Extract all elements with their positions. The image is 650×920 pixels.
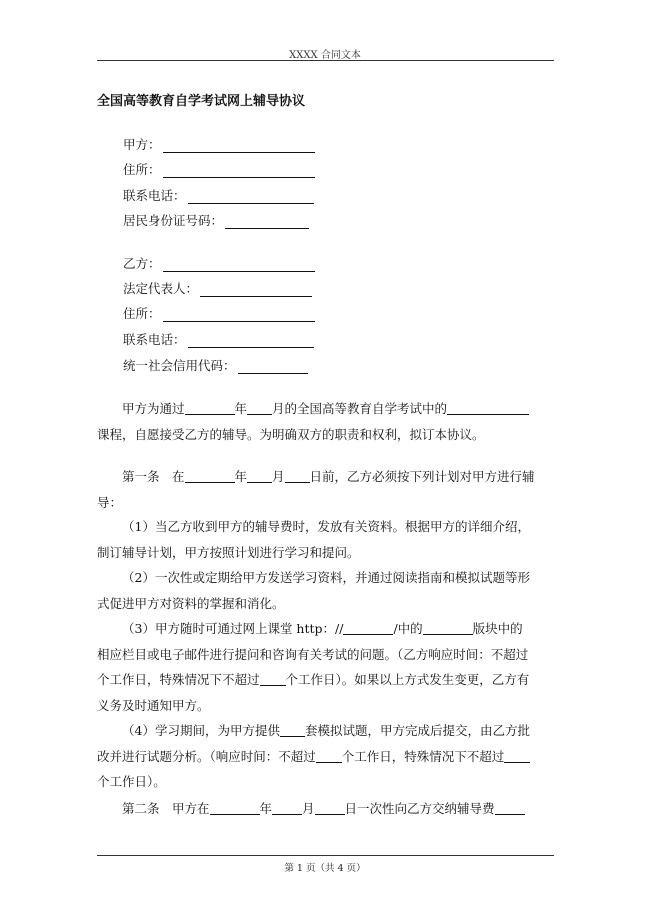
response-days-blank	[316, 748, 342, 763]
item-3-text-3: 版块中的	[472, 621, 523, 636]
article-1	[97, 464, 553, 515]
intro-paragraph	[97, 396, 553, 447]
footer-rule	[97, 855, 554, 856]
payment-year-blank	[210, 800, 260, 815]
special-days-blank	[260, 671, 286, 686]
article-1-text-4: 日前，乙方必须按下列计划对甲方进行辅	[309, 469, 535, 484]
item-1-line-1: （1）当乙方收到甲方的辅导费时，发放有关资料。根据甲方的详细介绍，	[122, 519, 530, 534]
item-3	[97, 616, 553, 718]
header-rule	[97, 60, 554, 61]
url-blank	[343, 620, 393, 635]
item-3-line-4: 义务及时通知甲方。	[97, 697, 210, 713]
item-1	[97, 514, 553, 565]
article-1-text-3: 月	[272, 469, 285, 484]
party-b-credit-field	[123, 354, 308, 374]
mock-test-count-blank	[280, 722, 305, 737]
article-1-month-blank	[247, 468, 272, 483]
party-a-address-blank	[163, 163, 315, 178]
party-b-phone-field	[123, 328, 314, 348]
party-b-rep-blank	[200, 282, 312, 297]
payment-amount-blank	[495, 800, 525, 815]
article-2	[97, 796, 553, 822]
article-1-year-blank	[185, 468, 235, 483]
party-a-id-label: 居民身份证号码：	[123, 213, 224, 228]
payment-day-blank	[315, 800, 345, 815]
item-1-line-2: 制订辅导计划，甲方按照计划进行学习和提问。	[97, 544, 360, 560]
item-3-text-2: /中的	[393, 621, 423, 636]
article-1-text-2: 年	[234, 469, 248, 484]
item-4-line-2: 改并进行试题分析。（响应时间：不超过	[97, 748, 316, 764]
article-1-text-1: 第一条 在	[122, 469, 185, 484]
document-title: 全国高等教育自学考试网上辅导协议	[97, 94, 306, 109]
article-1-line-2: 导：	[97, 494, 123, 510]
party-b-name-field	[123, 252, 315, 272]
party-b-address-field	[123, 302, 315, 322]
intro-text-1: 甲方为通过	[122, 401, 185, 416]
item-3-line-3a: 个工作日，特殊情况下不超过	[97, 672, 260, 687]
item-4	[97, 718, 553, 795]
party-b-address-blank	[163, 307, 315, 322]
item-3-line-2: 相应栏目或电子邮件进行提问和咨询有关考试的问题。（乙方响应时间：不超过	[97, 646, 529, 662]
payment-month-blank	[272, 800, 302, 815]
party-a-address-field	[123, 158, 315, 178]
page-number: 第 1 页（共 4 页）	[284, 863, 366, 874]
header-text: XXXX 合同文本	[289, 50, 361, 61]
party-b-credit-blank	[238, 359, 308, 374]
article-2-text-3: 月	[302, 801, 315, 816]
party-b-rep-label: 法定代表人：	[123, 281, 199, 296]
party-a-phone-blank	[188, 189, 314, 204]
item-4-text-1: （4）学习期间，为甲方提供	[122, 723, 280, 738]
intro-text-2: 年	[234, 401, 248, 416]
party-b-credit-label: 统一社会信用代码：	[123, 358, 236, 373]
item-4-text-2: 套模拟试题，甲方完成后提交，由乙方批	[304, 723, 530, 738]
party-a-id-blank	[225, 214, 309, 229]
exam-year-blank	[185, 400, 235, 415]
intro-line-2: 课程，自愿接受乙方的辅导。为明确双方的职责和权利，拟订本协议。	[97, 426, 485, 442]
special-response-days-blank	[504, 748, 530, 763]
article-1-day-blank	[285, 468, 310, 483]
party-a-phone-field	[123, 184, 314, 204]
article-2-text-1: 第二条 甲方在	[122, 801, 210, 816]
section-blank	[423, 620, 473, 635]
party-a-address-label: 住所：	[123, 162, 161, 177]
party-b-name-label: 乙方：	[123, 256, 161, 271]
party-b-rep-field	[123, 277, 312, 297]
party-a-name-field	[123, 133, 315, 153]
party-a-name-label: 甲方：	[123, 137, 161, 152]
article-2-text-4: 日一次性向乙方交纳辅导费	[344, 801, 495, 816]
party-a-id-field	[123, 209, 309, 229]
course-blank	[447, 400, 529, 415]
item-3-text-1: （3）甲方随时可通过网上课堂 http：//	[122, 621, 344, 636]
party-b-phone-label: 联系电话：	[123, 332, 186, 347]
item-4-line-2b: 个工作日，特殊情况下不超过	[341, 748, 505, 764]
item-3-line-3b: 个工作日）。如果以上方式发生变更，乙方有	[285, 672, 530, 687]
exam-month-blank	[247, 400, 272, 415]
item-2-line-1: （2）一次性或定期给甲方发送学习资料，并通过阅读指南和模拟试题等形	[122, 570, 530, 585]
party-a-phone-label: 联系电话：	[123, 188, 186, 203]
item-2-line-2: 式促进甲方对资料的掌握和消化。	[97, 595, 285, 611]
party-a-name-blank	[163, 138, 315, 153]
intro-text-3: 月的全国高等教育自学考试中的	[272, 401, 448, 416]
item-2	[97, 565, 553, 616]
party-b-address-label: 住所：	[123, 306, 161, 321]
item-4-line-3: 个工作日）。	[97, 774, 166, 789]
party-b-phone-blank	[188, 333, 314, 348]
article-2-text-2: 年	[259, 801, 273, 816]
party-b-name-blank	[163, 257, 315, 272]
